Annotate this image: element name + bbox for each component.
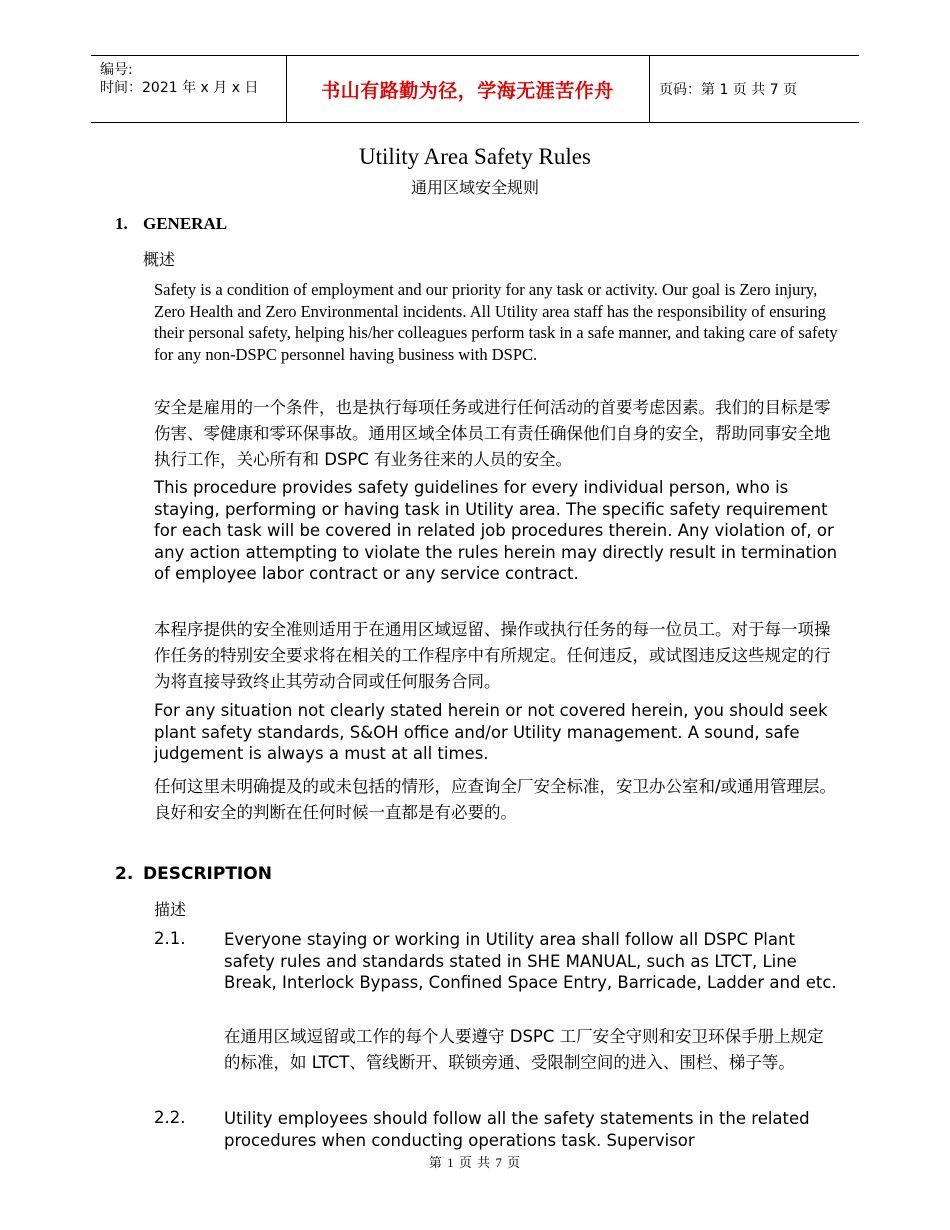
section-heading-general	[115, 214, 227, 234]
page-title-chinese: 通用区域安全规则	[410, 178, 539, 197]
header-page-cell	[650, 56, 859, 122]
time-label: 时间：2021 年 x 月 x 日	[100, 80, 259, 96]
header-meta-cell	[91, 56, 287, 122]
paragraph-chinese: 安全是雇用的一个条件，也是执行每项任务或进行任何活动的首要考虑因素。我们的目标是零伤害、零健康和零环保事故。通用区域全体员工有责任确保他们自身的安全，帮助同事安全地执行工作，关心所有和 DSPC 有业务往来的人员的安全。	[154, 398, 831, 469]
list-item-number: 2.2.	[154, 1108, 186, 1127]
section-subtitle: 描述	[154, 900, 187, 919]
section-title: DESCRIPTION	[143, 864, 272, 884]
list-item-text-chinese: 在通用区域逗留或工作的每个人要遵守 DSPC 工厂安全守则和安卫环保手册上规定的标准，如 LTCT、管线断开、联锁旁通、受限制空间的进入、围栏、梯子等。	[224, 1027, 824, 1072]
section-number: 2.	[115, 864, 134, 884]
paragraph: For any situation not clearly stated herein or not covered herein, you should seek plant safety standards, S&OH office and/or Utility management. A sound, safe judgement is always a must at all times.	[154, 701, 828, 764]
list-item-number: 2.1.	[154, 929, 186, 948]
page-info: 页码：第 1 页 共 7 页	[659, 82, 798, 98]
paragraph-chinese: 任何这里未明确提及的或未包括的情形，应查询全厂安全标准，安卫办公室和/或通用管理层。良好和安全的判断在任何时候一直都是有必要的。	[154, 777, 837, 822]
motto-text: 书山有路勤为径，学海无涯苦作舟	[321, 79, 614, 102]
header-motto-cell	[286, 56, 650, 122]
page-footer: 第 1 页 共 7 页	[428, 1155, 522, 1170]
section-number: 1.	[115, 214, 128, 233]
page-title: Utility Area Safety Rules	[359, 144, 591, 169]
document-header	[91, 55, 859, 123]
list-item-text: Utility employees should follow all the safety statements in the related procedures when conducting operations task. Supervisor	[224, 1109, 810, 1150]
section-heading-description	[115, 864, 272, 884]
section-title: GENERAL	[143, 214, 228, 233]
code-label: 编号:	[100, 62, 133, 78]
list-item-text: Everyone staying or working in Utility area shall follow all DSPC Plant safety rules and standards stated in SHE MANUAL, such as LTCT, Line Break, Interlock Bypass, Confined Space Entry, Barricade, Ladder and etc.	[224, 930, 837, 993]
paragraph: Safety is a condition of employment and our priority for any task or activity. Our goal is Zero injury, Zero Health and Zero Environmental incidents. All Utility area staff has the responsibility of ensuring their personal safety, helping his/her colleagues perform task in a safe manner, and taking care of safety for any non-DSPC personnel having business with DSPC.	[154, 280, 838, 364]
paragraph-chinese: 本程序提供的安全准则适用于在通用区域逗留、操作或执行任务的每一位员工。对于每一项操作任务的特别安全要求将在相关的工作程序中有所规定。任何违反，或试图违反这些规定的行为将直接导致终止其劳动合同或任何服务合同。	[154, 620, 831, 691]
section-subtitle: 概述	[143, 250, 176, 269]
paragraph: This procedure provides safety guidelines for every individual person, who is staying, performing or having task in Utility area. The specific safety requirement for each task will be covered in related job procedures therein. Any violation of, or any action attempting to violate the rules herein may directly result in termination of employee labor contract or any service contract.	[154, 478, 838, 584]
